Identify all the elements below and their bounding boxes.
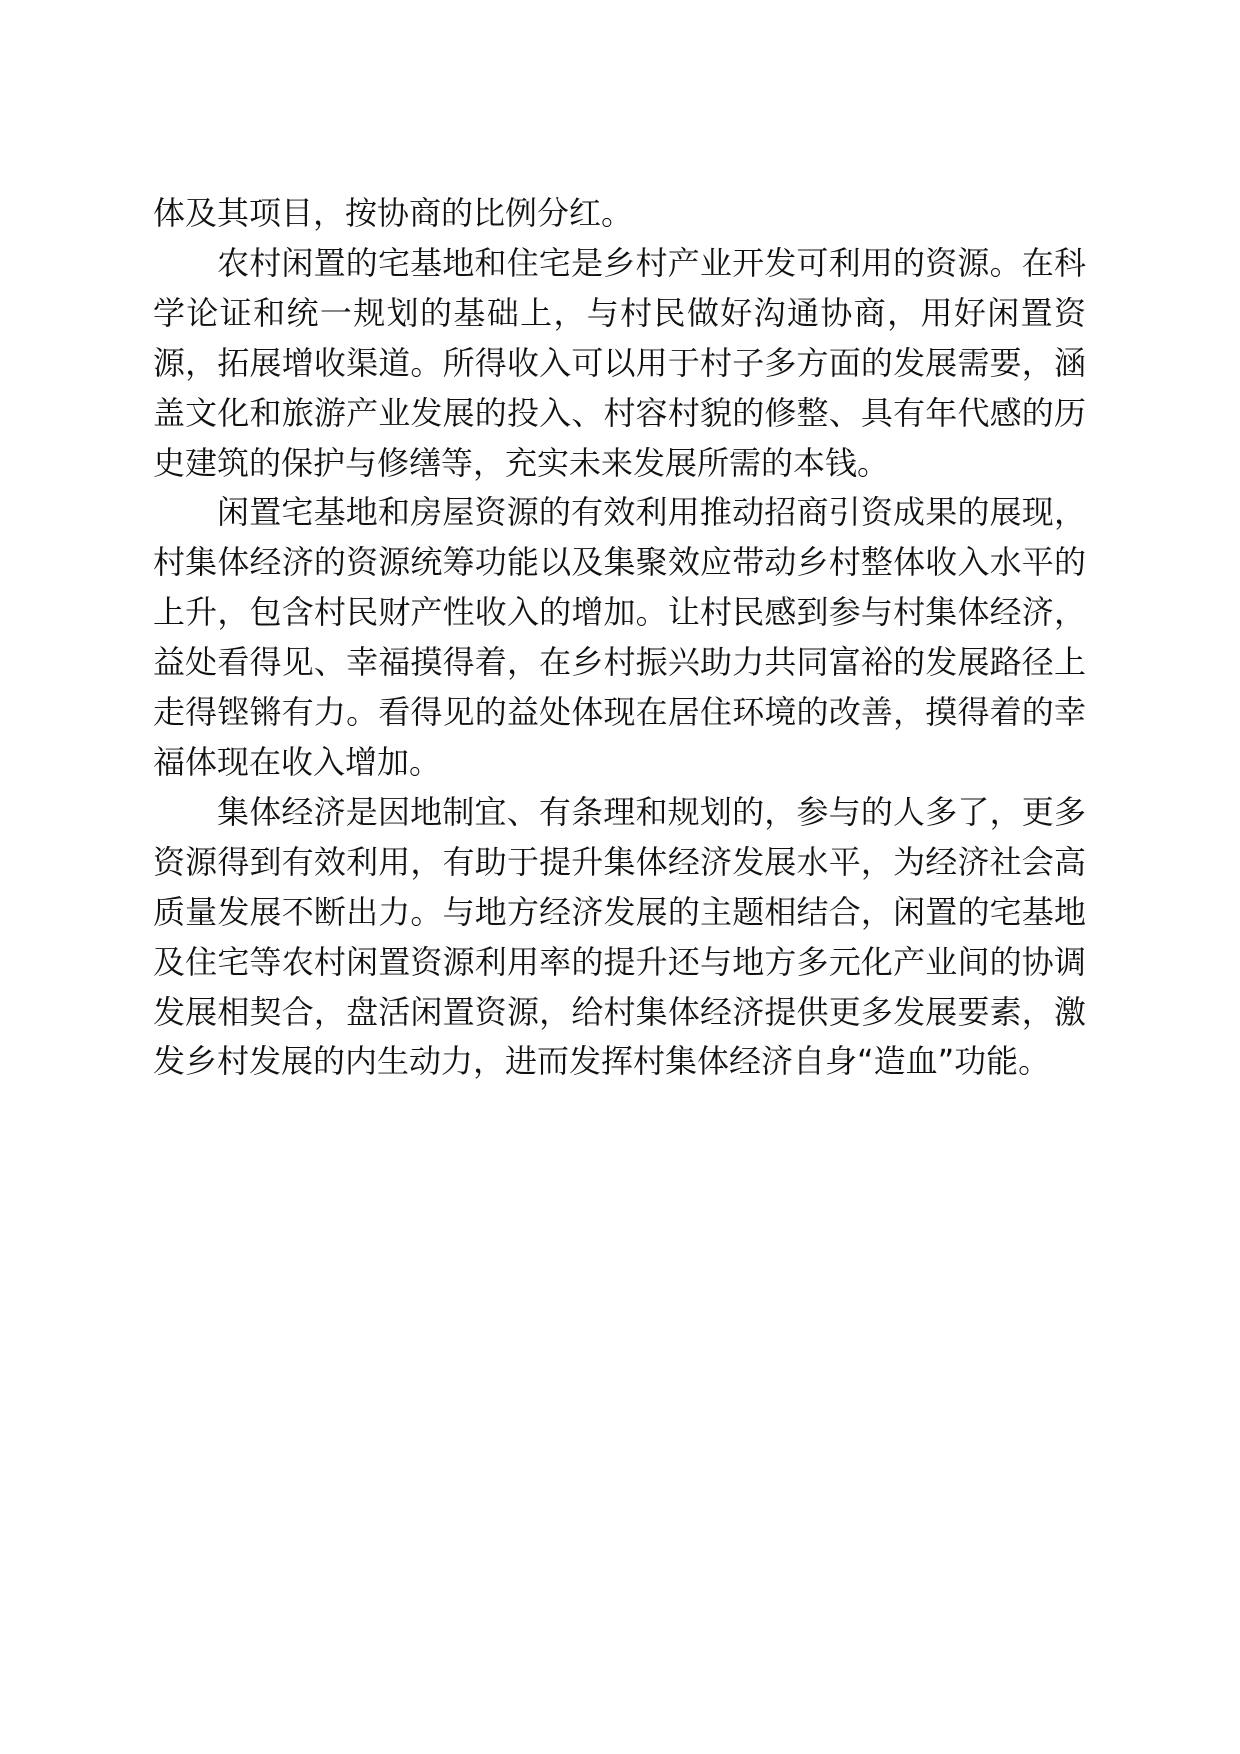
paragraph-collective-economy: 集体经济是因地制宜、有条理和规划的，参与的人多了，更多资源得到有效利用，有助于提升集体经济发展水平，为经济社会高质量发展不断出力。与地方经济发展的主题相结合，闲置的宅基地及住宅等农村闲置资源利用率的提升还与地方多元化产业间的协调发展相契合，盘活闲置资源，给村集体经济提供更多发展要素，激发乡村发展的内生动力，进而发挥村集体经济自身“造血”功能。 — [153, 792, 1086, 1081]
paragraph-idle-homestead-resources: 农村闲置的宅基地和住宅是乡村产业开发可利用的资源。在科学论证和统一规划的基础上，与村民做好沟通协商，用好闲置资源，拓展增收渠道。所得收入可以用于村子多方面的发展需要，涵盖文化和旅游产业发展的投入、村容村貌的修整、具有年代感的历史建筑的保护与修缮等，充实未来发展所需的本钱。 — [153, 243, 1086, 482]
body-text — [153, 189, 1086, 1087]
paragraph-continued: 体及其项目，按协商的比例分红。 — [153, 194, 634, 232]
paragraph-effective-utilization: 闲置宅基地和房屋资源的有效利用推动招商引资成果的展现，村集体经济的资源统筹功能以及集聚效应带动乡村整体收入水平的上升，包含村民财产性收入的增加。让村民感到参与村集体经济，益处看得见、幸福摸得着，在乡村振兴助力共同富裕的发展路径上走得铿锵有力。看得见的益处体现在居住环境的改善，摸得着的幸福体现在收入增加。 — [153, 493, 1086, 781]
